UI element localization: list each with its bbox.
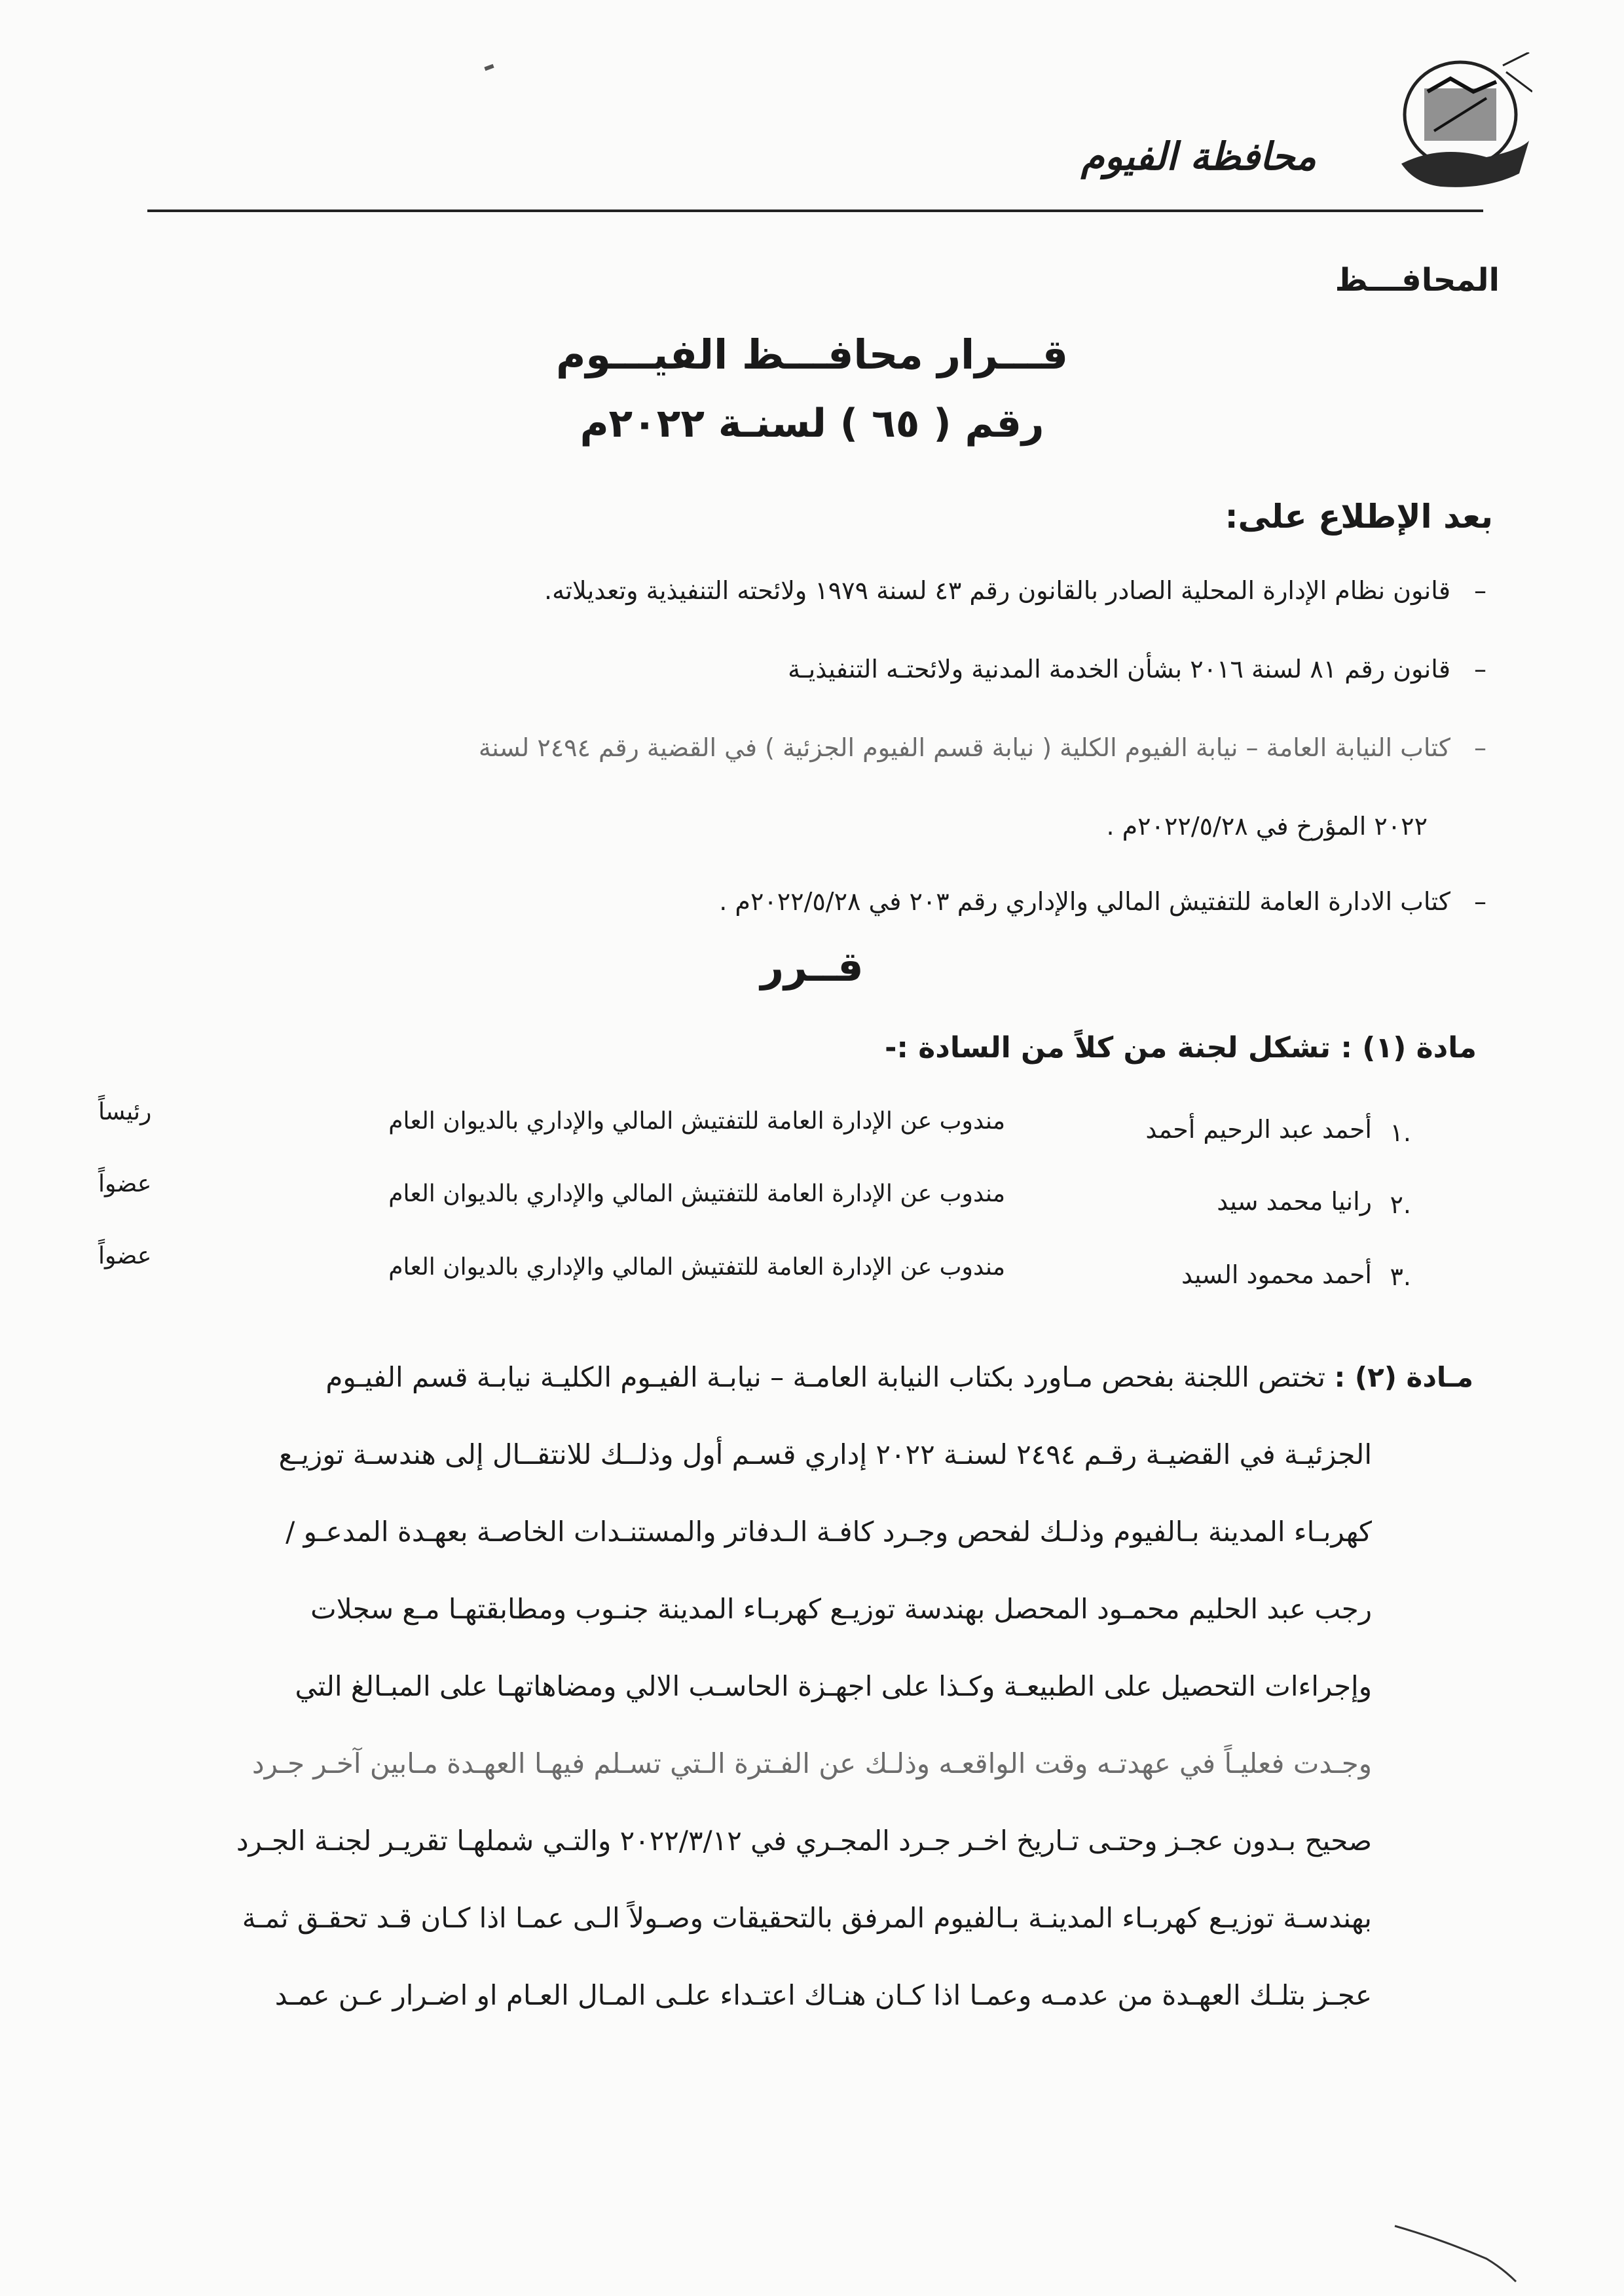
article-1-intro: مادة (١) : تشكل لجنة من كلاً من السادة :-: [885, 1031, 1477, 1065]
list-dash: –: [1474, 733, 1486, 762]
article-2: [111, 1339, 1473, 2034]
preamble-item-text: قانون نظام الإدارة المحلية الصادر بالقانون رقم ٤٣ لسنة ١٩٧٩ ولائحته التنفيذية وتعديلاته.: [544, 576, 1450, 605]
preamble-item: [479, 733, 1486, 762]
member-number: .٣: [1390, 1262, 1411, 1291]
governorate-emblem: [1388, 52, 1532, 203]
decision-number: رقم ( ٦٥ ) لسنـة ٢٠٢٢م: [580, 401, 1044, 446]
list-dash: –: [1474, 576, 1486, 605]
member-role: مندوب عن الإدارة العامة للتفتيش المالي والإداري بالديوان العام: [388, 1180, 1005, 1207]
member-number: .٢: [1390, 1190, 1411, 1219]
header-rule: [147, 210, 1483, 212]
member-capacity: عضواً: [98, 1243, 152, 1269]
governorate-name: محافظة الفيوم: [1080, 134, 1316, 179]
list-dash: –: [1474, 887, 1486, 916]
preamble-item-text: كتاب الادارة العامة للتفتيش المالي والإداري رقم ٢٠٣ في ٢٠٢٢/٥/٢٨م .: [719, 887, 1450, 916]
member-role: مندوب عن الإدارة العامة للتفتيش المالي والإداري بالديوان العام: [388, 1254, 1005, 1281]
preamble-item-text: كتاب النيابة العامة – نيابة الفيوم الكلية ( نيابة قسم الفيوم الجزئية ) في القضية رقم ٢٤٩٤ لسنة: [478, 733, 1450, 762]
article-2-line: صحيح بـدون عجـز وحتـى تـاريخ اخـر جـرد المجـري في ٢٠٢٢/٣/١٢ والتـي شملهـا تقريـر لجنـة الجـرد: [236, 1825, 1372, 1857]
resolved-heading: قــرر: [760, 943, 864, 991]
preamble-item-text: قانون رقم ٨١ لسنة ٢٠١٦ بشأن الخدمة المدنية ولائحتـه التنفيذيـة: [788, 655, 1450, 683]
member-name: أحمد عبد الرحيم أحمد: [1145, 1115, 1372, 1144]
article-2-line: وإجراءات التحصيل على الطبيعـة وكـذا على اجهـزة الحاسـب الالي ومضاهاتهـا على المبـالغ التي: [295, 1670, 1372, 1702]
member-number: .١: [1390, 1118, 1411, 1147]
member-capacity: رئيساً: [98, 1099, 152, 1125]
member-capacity: عضواً: [98, 1171, 152, 1197]
member-role: مندوب عن الإدارة العامة للتفتيش المالي والإداري بالديوان العام: [388, 1108, 1005, 1135]
article-2-label: مـادة (٢) :: [1334, 1361, 1473, 1393]
article-2-line: وجـدت فعليـاً في عهدتـه وقت الواقعـه وذلـك عن الفـترة الـتي تسـلم فيهـا العهـدة مـابين آخـر جـرد: [251, 1747, 1372, 1779]
article-2-line: الجزئيـة في القضيـة رقـم ٢٤٩٤ لسنـة ٢٠٢٢ إداري قسـم أول وذلــك للانتقــال إلى هندسـة توزيـع: [278, 1438, 1372, 1470]
preamble-item: [719, 887, 1486, 916]
article-2-line: [111, 1339, 1473, 1416]
preamble-item: [788, 655, 1486, 683]
list-dash: –: [1474, 655, 1486, 683]
article-2-line-text: تختص اللجنة بفحص مـاورد بكتاب النيابة العامـة – نيابـة الفيـوم الكليـة نيابـة قسم الفيـوم: [325, 1361, 1326, 1393]
member-name: أحمد محمود السيد: [1181, 1260, 1372, 1289]
article-2-line: عجـز بتلـك العهـدة من عدمـه وعمـا اذا كـان هنـاك اعتـداء علـى المـال العـام او اضـرار عـن عمـد: [274, 1979, 1372, 2011]
preamble-heading: بعد الإطلاع على:: [1225, 498, 1493, 536]
article-2-line: كهربـاء المدينة بـالفيوم وذلـك لفحص وجـرد كافـة الـدفاتر والمستنـدات الخاصـة بعهـدة المدعـو /: [286, 1516, 1372, 1548]
scan-speck: [484, 64, 494, 71]
member-name: رانيا محمد سيد: [1217, 1187, 1372, 1216]
article-2-line: بهندسـة توزيـع كهربـاء المدينـة بـالفيوم المرفق بالتحقيقات وصـولاً الـى عمـا اذا كـان قـد تحقـق ثمـة: [242, 1902, 1372, 1934]
preamble-item: [544, 576, 1486, 605]
scan-mark: [1388, 2213, 1519, 2285]
article-2-line: رجب عبد الحليم محمـود المحصل بهندسة توزيـع كهربـاء المدينة جنـوب ومطابقتهـا مـع سجلات: [310, 1593, 1372, 1625]
office-title: المحافـــظ: [1335, 262, 1500, 299]
decision-title: قـــرار محافـــظ الفيـــوم: [555, 331, 1069, 378]
preamble-item-continuation: ٢٠٢٢ المؤرخ في ٢٠٢٢/٥/٢٨م .: [1106, 812, 1428, 841]
